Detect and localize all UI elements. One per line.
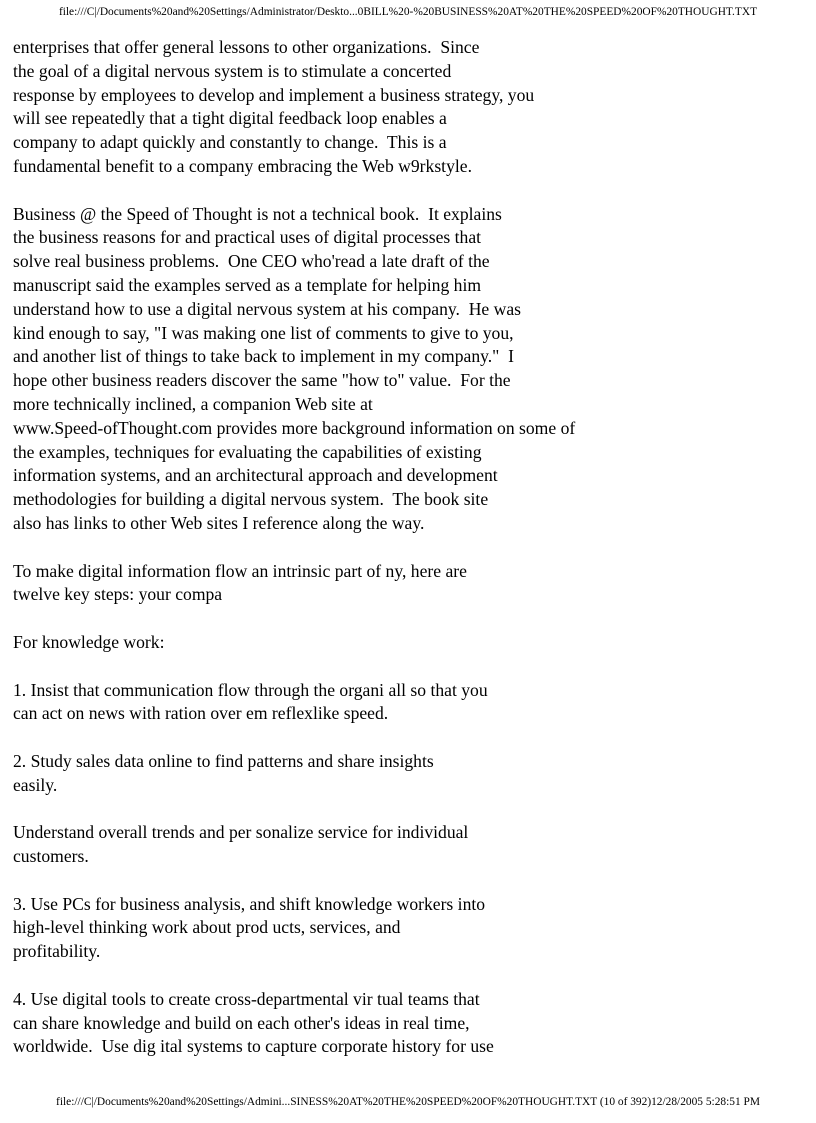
text-line: fundamental benefit to a company embracing the Web w9rkstyle. (13, 155, 472, 176)
paragraph-gap (13, 726, 803, 750)
text-line: Understand overall trends and per sonalize service for individual (13, 822, 469, 843)
text-line: twelve key steps: your compa (13, 584, 223, 605)
text-line: more technically inclined, a companion Web site at (13, 393, 373, 414)
paragraph-gap (13, 798, 803, 822)
text-line: also has links to other Web sites I reference along the way. (13, 512, 425, 533)
text-line: will see repeatedly that a tight digital feedback loop enables a (13, 108, 447, 129)
paragraph (13, 36, 803, 179)
text-line: Business @ the Speed of Thought is not a technical book. It explains (13, 203, 502, 224)
text-line: 4. Use digital tools to create cross-departmental vir tual teams that (13, 988, 480, 1009)
text-line: high-level thinking work about prod ucts, services, and (13, 917, 401, 938)
paragraph-gap (13, 179, 803, 203)
page-header-file-path: file:///C|/Documents%20and%20Settings/Administrator/Deskto...0BILL%20-%20BUSINESS%20AT%20THE%20SPEED%20OF%20THOUGHT.TXT (58, 6, 758, 18)
paragraph-gap (13, 536, 803, 560)
text-line: worldwide. Use dig ital systems to capture corporate history for use (13, 1036, 494, 1057)
text-line: enterprises that offer general lessons to other organizations. Since (13, 37, 480, 57)
text-line: company to adapt quickly and constantly to change. This is a (13, 132, 447, 153)
text-line: For knowledge work: (13, 631, 165, 652)
paragraph-gap (13, 869, 803, 893)
text-line: the goal of a digital nervous system is to stimulate a concerted (13, 60, 452, 81)
text-line: manuscript said the examples served as a template for helping him (13, 274, 482, 295)
paragraph-gap (13, 607, 803, 631)
section-heading (13, 631, 803, 655)
paragraph-gap (13, 964, 803, 988)
text-line: easily. (13, 774, 58, 795)
list-item (13, 750, 803, 798)
document-body (13, 36, 803, 1059)
paragraph (13, 821, 803, 869)
list-item (13, 893, 803, 964)
text-line: can share knowledge and build on each other's ideas in real time, (13, 1012, 470, 1033)
paragraph (13, 560, 803, 608)
text-line: methodologies for building a digital nervous system. The book site (13, 489, 489, 510)
text-line: To make digital information flow an intrinsic part of ny, here are (13, 560, 467, 581)
text-line: solve real business problems. One CEO who'read a late draft of the (13, 251, 490, 272)
text-line: information systems, and an architectural approach and development (13, 465, 498, 486)
text-line: 2. Study sales data online to find patterns and share insights (13, 750, 434, 771)
paragraph-gap (13, 655, 803, 679)
text-line: response by employees to develop and implement a business strategy, you (13, 84, 535, 105)
text-line: 1. Insist that communication flow through the organi all so that you (13, 679, 488, 700)
list-item (13, 988, 803, 1059)
text-line: and another list of things to take back to implement in my company." I (13, 346, 515, 367)
text-line: customers. (13, 846, 89, 867)
text-line: profitability. (13, 941, 101, 962)
text-line: hope other business readers discover the same "how to" value. For the (13, 370, 511, 391)
list-item (13, 679, 803, 727)
text-line: the business reasons for and practical uses of digital processes that (13, 227, 482, 248)
page-footer-file-path: file:///C|/Documents%20and%20Settings/Admini...SINESS%20AT%20THE%20SPEED%20OF%20THOUGHT.TXT (10 of 392)12/28/2005 5:28:51 PM (56, 1096, 760, 1108)
text-line: 3. Use PCs for business analysis, and shift knowledge workers into (13, 893, 486, 914)
text-line: the examples, techniques for evaluating the capabilities of existing (13, 441, 482, 462)
text-line: www.Speed-ofThought.com provides more background information on some of (13, 417, 576, 438)
text-line: understand how to use a digital nervous system at his company. He was (13, 298, 522, 319)
text-line: can act on news with ration over em reflexlike speed. (13, 703, 389, 724)
paragraph (13, 203, 803, 536)
text-line: kind enough to say, "I was making one list of comments to give to you, (13, 322, 514, 343)
